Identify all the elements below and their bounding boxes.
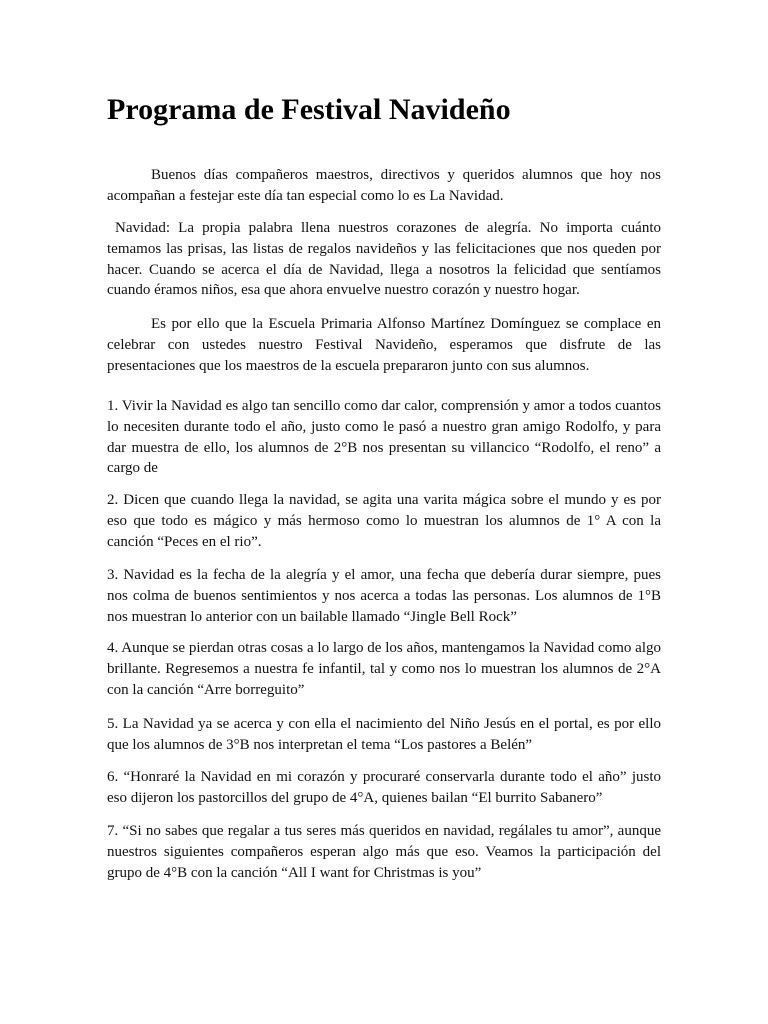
intro-paragraph-navidad: Navidad: La propia palabra llena nuestros corazones de alegría. No importa cuánto temamos las prisas, las listas de regalos navideños y las felicitaciones que nos queden por hacer. Cuando se acerca el día de Navidad, llega a nosotros la felicidad que sentíamos cuando éramos niños, esa que ahora envuelve nuestro corazón y nuestro hogar. <box>107 220 661 299</box>
program-item-4: 4. Aunque se pierdan otras cosas a lo largo de los años, mantengamos la Navidad como algo brillante. Regresemos a nuestra fe infantil, tal y como nos lo muestran los alumnos de 2°A con la canción “Arre borreguito” <box>107 640 661 698</box>
program-item-3: 3. Navidad es la fecha de la alegría y el amor, una fecha que debería durar siempre, pues nos colma de buenos sentimientos y nos acerca a todas las personas. Los alumnos de 1°B nos muestran lo anterior con un bailable llamado “Jingle Bell Rock” <box>107 567 661 625</box>
program-item-7: 7. “Si no sabes que regalar a tus seres más queridos en navidad, regálales tu amor”, aunque nuestros siguientes compañeros esperan algo más que eso. Veamos la participación del grupo de 4°B con la canción “All I want for Christmas is you” <box>107 823 661 881</box>
program-item-5: 5. La Navidad ya se acerca y con ella el nacimiento del Niño Jesús en el portal, es por ello que los alumnos de 3°B nos interpretan el tema “Los pastores a Belén” <box>107 716 661 753</box>
program-item-1: 1. Vivir la Navidad es algo tan sencillo como dar calor, comprensión y amor a todos cuantos lo necesiten durante todo el año, justo como le pasó a nuestro gran amigo Rodolfo, y para dar muestra de ello, los alumnos de 2°B nos presentan su villancico “Rodolfo, el reno” a cargo de <box>107 398 661 477</box>
intro-paragraph-greeting: Buenos días compañeros maestros, directivos y queridos alumnos que hoy nos acompañan a festejar este día tan especial como lo es La Navidad. <box>107 167 661 204</box>
page-title: Programa de Festival Navideño <box>107 93 511 126</box>
intro-paragraph-school: Es por ello que la Escuela Primaria Alfonso Martínez Domínguez se complace en celebrar con ustedes nuestro Festival Navideño, esperamos que disfrute de las presentaciones que los maestros de la escuela prepararon junto con sus alumnos. <box>107 316 661 374</box>
program-item-6: 6. “Honraré la Navidad en mi corazón y procuraré conservarla durante todo el año” justo eso dijeron los pastorcillos del grupo de 4°A, quienes bailan “El burrito Sabanero” <box>107 769 661 806</box>
program-item-2: 2. Dicen que cuando llega la navidad, se agita una varita mágica sobre el mundo y es por eso que todo es mágico y más hermoso como lo muestran los alumnos de 1° A con la canción “Peces en el rio”. <box>107 492 661 550</box>
